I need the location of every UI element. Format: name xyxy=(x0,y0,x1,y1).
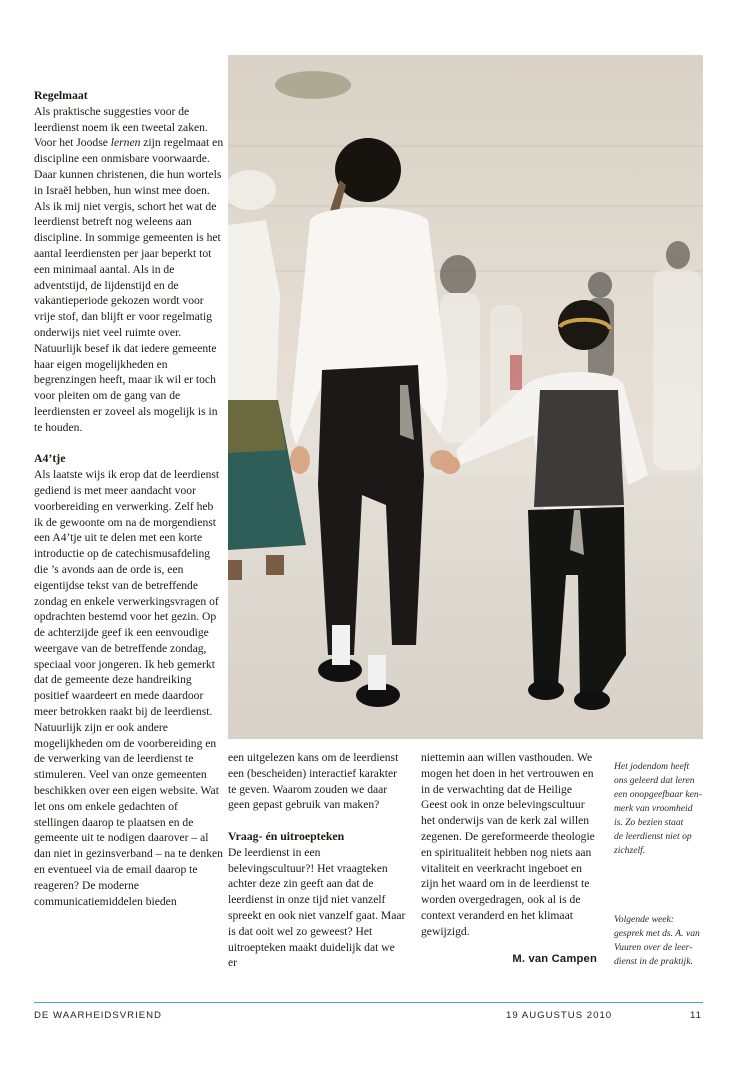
footer-divider xyxy=(34,1002,703,1003)
italic-term: lernen xyxy=(110,136,141,150)
publication-name: DE WAARHEIDSVRIEND xyxy=(34,1010,162,1021)
section-heading-vraag-en-uitroepteken: Vraag- én uitroepteken xyxy=(228,828,345,843)
section-heading-regelmaat: Regelmaat xyxy=(34,88,88,102)
issue-date: 19 AUGUSTUS 2010 xyxy=(506,1010,613,1021)
photo-caption: Het jodendom heeft ons geleerd dat leren een onopgeefbaar ken- merk van vroomheid is. Zo bezien staat de leerdienst niet op zichzelf. xyxy=(614,761,702,856)
paragraph-regelmaat xyxy=(34,104,224,436)
paragraph-continued: een uitgelezen kans om de leerdienst een (bescheiden) interactief karakter te geven. Waarom zouden we daar geen gepast gebruik van maken? xyxy=(228,751,399,812)
next-week-note: Volgende week: gesprek met ds. A. van Vuuren over de leer- dienst in de praktijk. xyxy=(614,914,700,967)
photo-boys-at-western-wall xyxy=(228,55,703,739)
section-heading-a4tje: A4’tje xyxy=(34,451,66,466)
paragraph-closing: niettemin aan willen vasthouden. We mogen het doen in het vertrouwen en in de verwachting dat de Heilige Geest ook in onze belevingscultuur het onderwijs van de kerk zal willen zegenen. De gereformeerde theologie en spiritualiteit hebben nog niets aan vitaliteit en veerkracht ingeboet en zijn het waard om in de leerdienst te worden overgedragen, ook al is de context veranderd en het klimaat gewijzigd. xyxy=(421,751,595,938)
paragraph-text: zijn regelmaat en discipline een onmisbare voorwaarde. Daar kunnen christenen, die hun wortels in Israël hebben, hun winst mee doen. Als ik mij niet vergis, schort het wat de leerdienst betreft nog weleens aan discipline. In sommige gemeenten is het aantal leerdiensten per jaar beperkt tot een minimaal aantal. Als in de adventstijd, de lijdenstijd en de vakantieperiode gekozen wordt voor vrije stof, dan blijft er voor regelmatig onderwijs niet veel ruimte over. Natuurlijk besef ik dat iedere gemeente haar eigen mogelijkheden en begrenzingen heeft, maar ik wil er toch voor pleiten om de gang van de leerdiensten er zoveel als mogelijk is in te houden. xyxy=(34,136,224,434)
paragraph-text: Als praktische suggesties voor de leerdienst noem ik een tweetal zaken. Voor het Joodse xyxy=(34,104,208,150)
article-column-3 xyxy=(421,750,601,940)
paragraph-vraag-en-uitroepteken: De leerdienst in een belevingscultuur?! Het vraagteken achter deze zin geeft aan dat de leerdienst in onze tijd niet vanzelf spreekt en ook niet vanzelf gaat. Maar is dat ooit wel zo geweest? Het uitroepteken maakt duidelijk dat we er xyxy=(228,845,406,970)
article-column-2 xyxy=(228,750,406,971)
author-byline: M. van Campen xyxy=(512,953,597,965)
paragraph-a4tje: Als laatste wijs ik erop dat de leerdienst gediend is met meer aandacht voor voorbereiding en verwerking. Zelf heb ik de gewoonte om na de morgendienst een A4’tje uit te delen met een korte introductie op de catechismusafdeling die ’s avonds aan de orde is, een eigentijdse tekst van de betreffende zondag en enkele verwerkingsvragen of opdrachten bestemd voor het gezin. Op de achterzijde geef ik een eenvoudige weergave van de betreffende zondag, speciaal voor jongeren. Ik heb gemerkt dat de gemeente deze handreiking positief waardeert en mede daardoor meer betrokken raakt bij de leerdienst. Natuurlijk zijn er ook andere mogelijkheden om de voorbereiding en de verwerking van de leerdienst te stimuleren. Veel van onze gemeenten beschikken over een eigen website. Wat let ons om enkele gedachten of stellingen daarop te plaatsen en de gemeente uit te nodigen daarover – al dan niet in gezinsverband – na te denken en eventueel via de email daarop te reageren? De moderne communicatiemiddelen bieden xyxy=(34,468,223,908)
article-column-1 xyxy=(34,88,224,909)
page-number: 11 xyxy=(690,1010,702,1021)
